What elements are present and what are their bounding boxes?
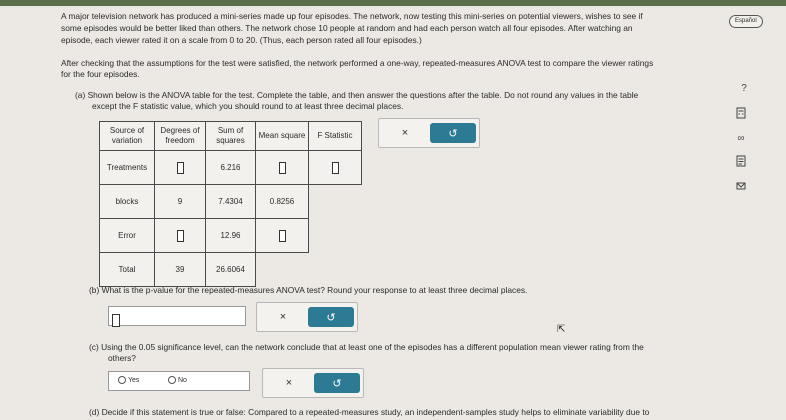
total-row: [100, 253, 362, 287]
p-value-actions: [256, 302, 358, 332]
intro-line-1: A major television network has produced a mini-series made up four episodes. The network, now testing this mini-series on potential viewers, wishes to see if: [61, 11, 643, 21]
radio-yes-circle[interactable]: [118, 376, 126, 384]
empty-cell: [309, 253, 362, 287]
assumptions-line-2: for the four episodes.: [61, 69, 140, 79]
header-df: Degrees of freedom: [155, 122, 206, 151]
anova-table: [99, 121, 362, 287]
part-b-question: (b) What is the p-value for the repeated-measures ANOVA test? Round your response to at least three decimal places.: [89, 285, 528, 295]
error-df-box[interactable]: [177, 230, 184, 242]
undo-button[interactable]: ↺: [314, 373, 360, 393]
empty-cell: [309, 219, 362, 253]
notes-icon[interactable]: [734, 155, 748, 167]
header-ss: Sum of squares: [206, 122, 256, 151]
blocks-ms: 0.8256: [256, 185, 309, 219]
clear-button[interactable]: ×: [279, 311, 287, 323]
table-actions: [378, 118, 480, 148]
header-ms: Mean square: [256, 122, 309, 151]
part-d-question: (d) Decide if this statement is true or false: Compared to a repeated-measures study, an independent-samples study helps to eliminate variability due to: [89, 407, 650, 417]
blocks-row: [100, 185, 362, 219]
p-value-input[interactable]: [108, 306, 246, 326]
treatments-ms-input[interactable]: [256, 151, 309, 185]
help-icon[interactable]: ?: [741, 82, 747, 94]
treatments-df-box[interactable]: [177, 162, 184, 174]
radio-no[interactable]: No: [168, 376, 187, 386]
mail-icon[interactable]: [734, 180, 748, 192]
treatments-source: Treatments: [100, 151, 155, 185]
yes-no-actions: [262, 368, 364, 398]
error-df-input[interactable]: [155, 219, 206, 253]
language-button[interactable]: Español: [729, 15, 763, 28]
blocks-ss: 7.4304: [206, 185, 256, 219]
calculator-icon[interactable]: [734, 107, 748, 119]
header-source: Source of variation: [100, 122, 155, 151]
part-c-line-2: others?: [108, 353, 136, 363]
radio-no-circle[interactable]: [168, 376, 176, 384]
part-c-line-1: (c) Using the 0.05 significance level, can the network conclude that at least one of the episodes has a different population mean viewer rating from the: [89, 342, 644, 352]
clear-button[interactable]: ×: [401, 127, 409, 139]
part-a-line-1: (a) Shown below is the ANOVA table for the test. Complete the table, and then answer the questions after the table. Do not round any values in the table: [75, 90, 639, 100]
intro-line-2: some episodes would be better liked than others. The network chose 10 people at random and had each person watch all four episodes. After watching an: [61, 23, 633, 33]
anova-header-row: [100, 122, 362, 151]
empty-cell: [309, 185, 362, 219]
radio-yes[interactable]: Yes: [118, 376, 139, 386]
mouse-pointer-icon: ⇱: [557, 324, 566, 335]
treatments-row: [100, 151, 362, 185]
treatments-ms-box[interactable]: [279, 162, 286, 174]
part-a-line-2: except the F statistic value, which you should round to at least three decimal places.: [92, 101, 404, 111]
header-f: F Statistic: [309, 122, 362, 151]
infinity-icon[interactable]: ∞: [737, 132, 745, 144]
treatments-df-input[interactable]: [155, 151, 206, 185]
error-ms-box[interactable]: [279, 230, 286, 242]
undo-button[interactable]: ↺: [308, 307, 354, 327]
intro-line-3: episode, each viewer rated it on a scale from 0 to 20. (Thus, each person rated all four episodes.): [61, 35, 422, 45]
question-panel: [0, 6, 786, 420]
treatments-ss: 6.216: [206, 151, 256, 185]
blocks-df: 9: [155, 185, 206, 219]
empty-cell: [256, 253, 309, 287]
clear-button[interactable]: ×: [285, 377, 293, 389]
text-cursor: [112, 314, 120, 327]
blocks-source: blocks: [100, 185, 155, 219]
error-ss: 12.96: [206, 219, 256, 253]
error-source: Error: [100, 219, 155, 253]
assumptions-line-1: After checking that the assumptions for the test were satisfied, the network performed a one-way, repeated-measures ANOVA test to compare the viewer ratings: [61, 58, 654, 68]
total-source: Total: [100, 253, 155, 287]
treatments-f-box[interactable]: [332, 162, 339, 174]
undo-button[interactable]: ↺: [430, 123, 476, 143]
error-row: [100, 219, 362, 253]
treatments-f-input[interactable]: [309, 151, 362, 185]
total-df: 39: [155, 253, 206, 287]
error-ms-input[interactable]: [256, 219, 309, 253]
total-ss: 26.6064: [206, 253, 256, 287]
